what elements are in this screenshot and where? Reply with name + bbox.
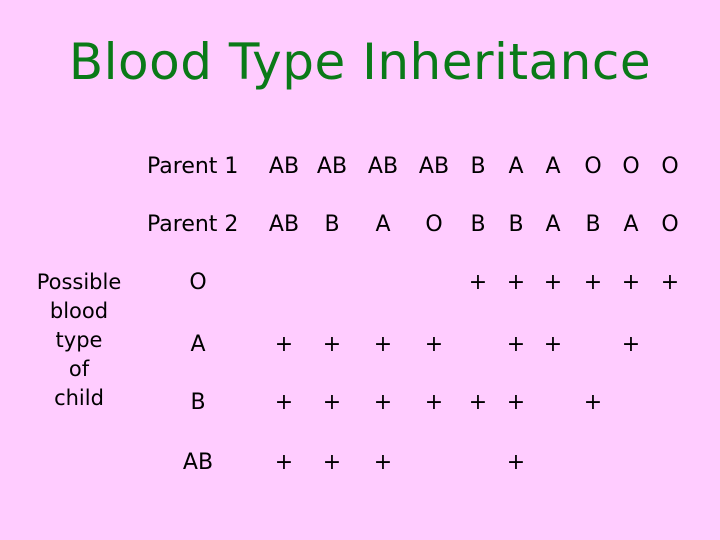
possible-mark: + [583,390,603,415]
parent-2-type-cell: AB [268,212,300,237]
parent-2-type-cell: A [545,212,561,237]
possible-mark: + [424,390,444,415]
possible-mark: + [506,332,526,357]
possible-mark: + [274,332,294,357]
child-type-label: A [190,332,206,357]
possible-mark: + [506,270,526,295]
possible-mark: + [274,450,294,475]
parent-1-type-cell: A [545,154,561,179]
parent-2-type-cell: B [585,212,601,237]
possible-mark: + [468,270,488,295]
possible-mark: + [506,450,526,475]
possible-mark: + [660,270,680,295]
parent-1-type-cell: AB [418,154,450,179]
parent-2-type-cell: A [623,212,639,237]
parent-1-type-cell: O [661,154,679,179]
possible-mark: + [373,332,393,357]
possible-mark: + [322,450,342,475]
side-label-line: Possible [36,270,122,294]
possible-mark: + [373,390,393,415]
parent-1-type-cell: AB [268,154,300,179]
side-label-line: type [55,328,103,352]
child-type-label: AB [182,450,214,475]
child-type-label: B [190,390,206,415]
possible-mark: + [543,332,563,357]
parent-2-type-cell: B [470,212,486,237]
side-label-line: child [54,386,104,410]
parent-2-type-cell: B [508,212,524,237]
parent-1-type-cell: AB [316,154,348,179]
possible-mark: + [583,270,603,295]
parent-1-type-cell: B [470,154,486,179]
parent-2-type-cell: A [375,212,391,237]
possible-mark: + [274,390,294,415]
possible-mark: + [322,390,342,415]
possible-mark: + [543,270,563,295]
possible-mark: + [621,270,641,295]
side-label-line: of [68,357,90,381]
parent-2-type-cell: O [425,212,443,237]
side-label-line: blood [49,299,109,323]
possible-mark: + [468,390,488,415]
child-type-label: O [189,270,207,295]
parent-1-type-cell: O [584,154,602,179]
possible-mark: + [322,332,342,357]
page-title: Blood Type Inheritance [68,33,652,91]
possible-mark: + [621,332,641,357]
parent-1-type-cell: A [508,154,524,179]
parent-2-type-cell: O [661,212,679,237]
parent-1-type-cell: O [622,154,640,179]
parent-1-label: Parent 1 [147,154,239,179]
parent-1-type-cell: AB [367,154,399,179]
possible-mark: + [373,450,393,475]
possible-blood-type-label [14,268,144,413]
parent-2-type-cell: B [324,212,340,237]
parent-2-label: Parent 2 [147,212,239,237]
possible-mark: + [506,390,526,415]
possible-mark: + [424,332,444,357]
